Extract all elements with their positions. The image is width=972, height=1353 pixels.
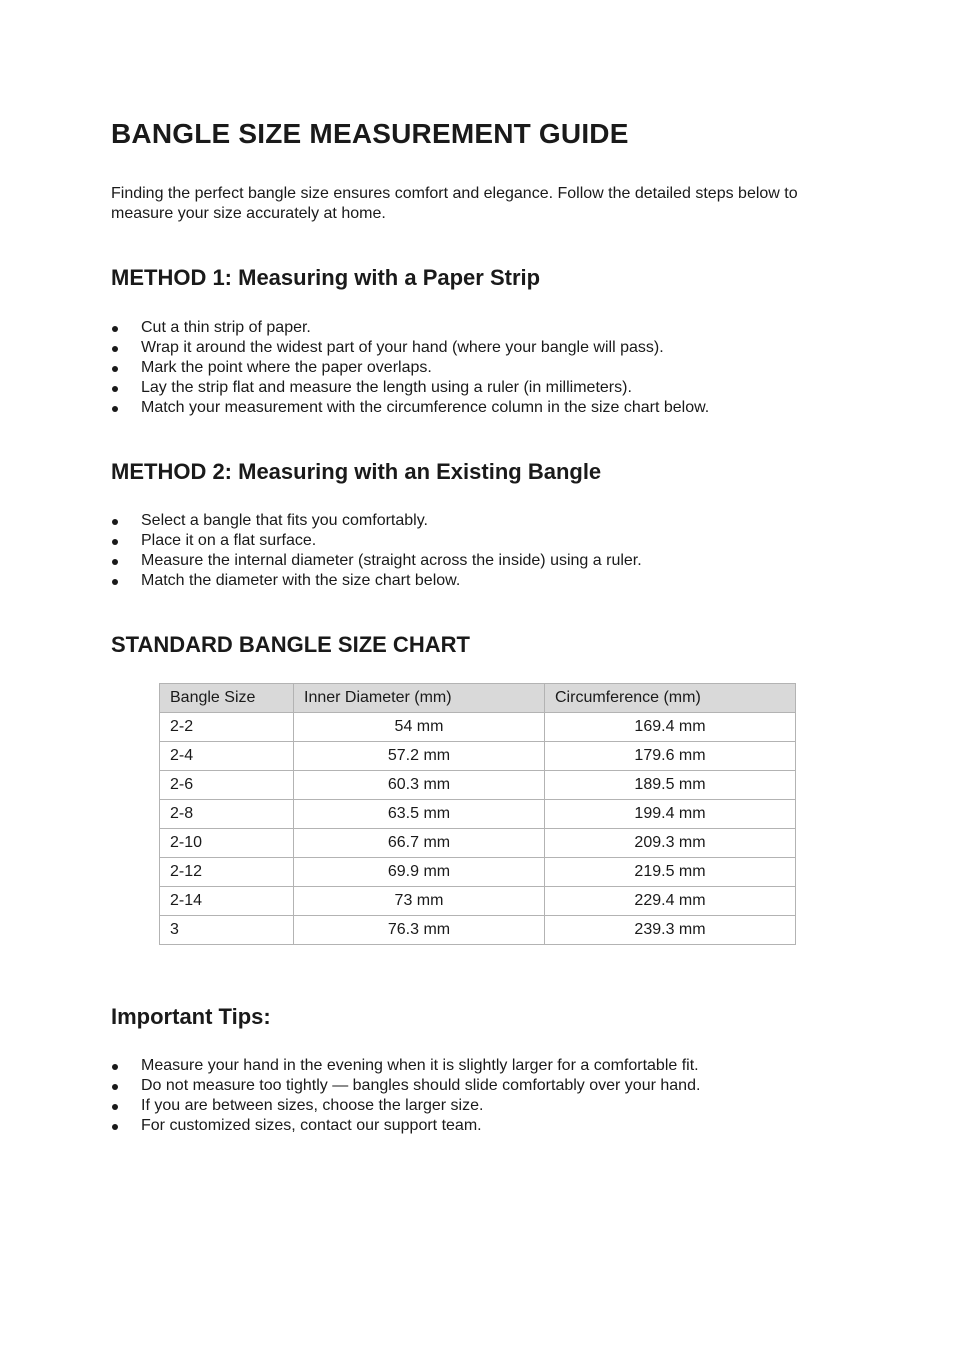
- list-item: [111, 531, 642, 551]
- bullet-icon: [112, 386, 118, 392]
- column-header-circumference: Circumference (mm): [545, 684, 796, 713]
- cell-circumference: 209.3 mm: [545, 829, 796, 858]
- list-item-text: Mark the point where the paper overlaps.: [141, 359, 432, 376]
- list-item-text: Match the diameter with the size chart below.: [141, 572, 461, 589]
- list-item: [111, 1076, 700, 1096]
- list-item-text: Do not measure too tightly — bangles should slide comfortably over your hand.: [141, 1077, 701, 1094]
- list-item: [111, 338, 709, 358]
- cell-inner-diameter: 57.2 mm: [294, 742, 545, 771]
- list-item-text: Wrap it around the widest part of your hand (where your bangle will pass).: [141, 339, 664, 356]
- list-item-text: Match your measurement with the circumference column in the size chart below.: [141, 399, 710, 416]
- method2-step-list: [111, 511, 642, 591]
- list-item: [111, 571, 642, 591]
- table-row: [160, 858, 796, 887]
- cell-inner-diameter: 73 mm: [294, 887, 545, 916]
- column-header-bangle-size: Bangle Size: [160, 684, 294, 713]
- cell-bangle-size: 2-8: [160, 800, 294, 829]
- bullet-icon: [112, 326, 118, 332]
- bullet-icon: [112, 539, 118, 545]
- method2-heading: METHOD 2: Measuring with an Existing Bangle: [111, 459, 602, 484]
- list-item-text: Measure your hand in the evening when it is slightly larger for a comfortable fit.: [141, 1057, 699, 1074]
- tips-heading: Important Tips:: [111, 1004, 271, 1029]
- cell-inner-diameter: 69.9 mm: [294, 858, 545, 887]
- table-row: [160, 713, 796, 742]
- page-title: BANGLE SIZE MEASUREMENT GUIDE: [111, 118, 629, 149]
- bullet-icon: [112, 559, 118, 565]
- list-item: [111, 1116, 700, 1136]
- bullet-icon: [112, 519, 118, 525]
- size-chart-heading: STANDARD BANGLE SIZE CHART: [111, 632, 470, 657]
- list-item: [111, 378, 709, 398]
- list-item: [111, 318, 709, 338]
- list-item: [111, 358, 709, 378]
- size-chart-table: [159, 683, 796, 945]
- table-row: [160, 887, 796, 916]
- cell-inner-diameter: 54 mm: [294, 713, 545, 742]
- method1-step-list: [111, 318, 709, 418]
- tips-list: [111, 1056, 700, 1136]
- list-item: [111, 511, 642, 531]
- table-row: [160, 771, 796, 800]
- table-row: [160, 800, 796, 829]
- cell-circumference: 219.5 mm: [545, 858, 796, 887]
- list-item-text: Place it on a flat surface.: [141, 532, 317, 549]
- bullet-icon: [112, 346, 118, 352]
- cell-bangle-size: 2-14: [160, 887, 294, 916]
- size-chart-body: [160, 713, 796, 945]
- list-item-text: Lay the strip flat and measure the length using a ruler (in millimeters).: [141, 379, 632, 396]
- cell-circumference: 179.6 mm: [545, 742, 796, 771]
- table-row: [160, 742, 796, 771]
- cell-circumference: 199.4 mm: [545, 800, 796, 829]
- cell-bangle-size: 2-6: [160, 771, 294, 800]
- method1-heading: METHOD 1: Measuring with a Paper Strip: [111, 265, 541, 290]
- cell-inner-diameter: 66.7 mm: [294, 829, 545, 858]
- list-item-text: If you are between sizes, choose the larger size.: [141, 1097, 484, 1114]
- list-item: [111, 398, 709, 418]
- list-item: [111, 1096, 700, 1116]
- cell-circumference: 169.4 mm: [545, 713, 796, 742]
- cell-inner-diameter: 60.3 mm: [294, 771, 545, 800]
- bullet-icon: [112, 1084, 118, 1090]
- cell-bangle-size: 3: [160, 916, 294, 945]
- list-item: [111, 1056, 700, 1076]
- cell-bangle-size: 2-10: [160, 829, 294, 858]
- list-item-text: Measure the internal diameter (straight across the inside) using a ruler.: [141, 552, 642, 569]
- table-row: [160, 829, 796, 858]
- list-item-text: For customized sizes, contact our support team.: [141, 1117, 482, 1134]
- bullet-icon: [112, 1104, 118, 1110]
- cell-circumference: 229.4 mm: [545, 887, 796, 916]
- bullet-icon: [112, 366, 118, 372]
- column-header-inner-diameter: Inner Diameter (mm): [294, 684, 545, 713]
- intro-paragraph: Finding the perfect bangle size ensures comfort and elegance. Follow the detailed steps below to measure your size accurately at home.: [111, 185, 798, 222]
- size-chart-header-row: [160, 684, 796, 713]
- list-item-text: Select a bangle that fits you comfortably.: [141, 512, 428, 529]
- cell-bangle-size: 2-12: [160, 858, 294, 887]
- list-item: [111, 551, 642, 571]
- cell-inner-diameter: 76.3 mm: [294, 916, 545, 945]
- cell-inner-diameter: 63.5 mm: [294, 800, 545, 829]
- cell-circumference: 189.5 mm: [545, 771, 796, 800]
- bullet-icon: [112, 1064, 118, 1070]
- bullet-icon: [112, 406, 118, 412]
- table-row: [160, 916, 796, 945]
- cell-bangle-size: 2-4: [160, 742, 294, 771]
- cell-bangle-size: 2-2: [160, 713, 294, 742]
- bullet-icon: [112, 1124, 118, 1130]
- bullet-icon: [112, 579, 118, 585]
- cell-circumference: 239.3 mm: [545, 916, 796, 945]
- list-item-text: Cut a thin strip of paper.: [141, 319, 311, 336]
